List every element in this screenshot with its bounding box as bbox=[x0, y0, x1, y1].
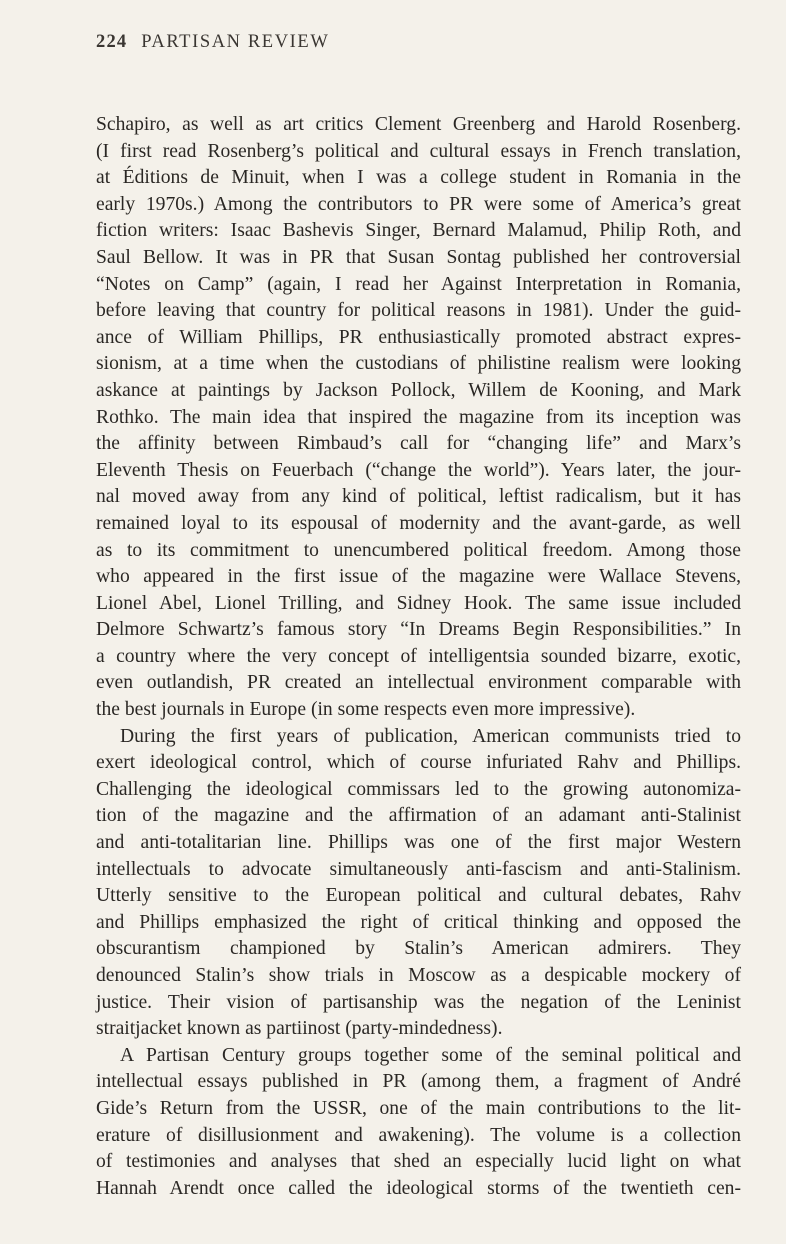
text-line: at Éditions de Minuit, when I was a college student in Romania in the bbox=[96, 167, 741, 189]
text-line: intellectual essays published in PR (among them, a fragment of André bbox=[96, 1071, 741, 1093]
text-line: During the first years of publication, American communists tried to bbox=[120, 725, 741, 747]
text-line: sionism, at a time when the custodians of philistine realism were looking bbox=[96, 353, 741, 375]
text-line: intellectuals to advocate simultaneously anti-fascism and anti-Stalinism. bbox=[96, 858, 741, 880]
journal-title: PARTISAN REVIEW bbox=[141, 32, 330, 52]
text-line: Rothko. The main idea that inspired the magazine from its inception was bbox=[96, 406, 741, 428]
text-line: and anti-totalitarian line. Phillips was one of the first major Western bbox=[96, 832, 741, 854]
text-line: remained loyal to its espousal of modernity and the avant-garde, as well bbox=[96, 512, 741, 534]
text-line: Eleventh Thesis on Feuerbach (“change the world”). Years later, the jour- bbox=[96, 459, 741, 481]
text-line: early 1970s.) Among the contributors to PR were some of America’s great bbox=[96, 193, 741, 215]
text-line: (I first read Rosenberg’s political and cultural essays in French translation, bbox=[96, 140, 741, 162]
text-line: a country where the very concept of intelligentsia sounded bizarre, exotic, bbox=[96, 645, 741, 667]
text-line: Saul Bellow. It was in PR that Susan Sontag published her controversial bbox=[96, 246, 741, 268]
text-line: denounced Stalin’s show trials in Moscow as a despicable mockery of bbox=[96, 965, 741, 986]
page-number: 224 bbox=[96, 32, 128, 52]
text-line: straitjacket known as partiinost (party-mindedness). bbox=[96, 1018, 503, 1040]
text-line: A Partisan Century groups together some of the seminal political and bbox=[120, 1044, 741, 1066]
body-text bbox=[96, 112, 741, 1202]
text-line: before leaving that country for political reasons in 1981). Under the guid- bbox=[96, 300, 741, 322]
text-line: “Notes on Camp” (again, I read her Against Interpretation in Romania, bbox=[96, 273, 741, 295]
text-line: obscurantism championed by Stalin’s American admirers. They bbox=[96, 938, 741, 960]
text-line: justice. Their vision of partisanship was the negation of the Leninist bbox=[96, 991, 741, 1013]
running-head bbox=[96, 32, 329, 53]
text-line: the best journals in Europe (in some respects even more impressive). bbox=[96, 699, 636, 721]
text-line: Challenging the ideological commissars led to the growing autonomiza- bbox=[96, 778, 741, 800]
text-line: nal moved away from any kind of political, leftist radicalism, but it has bbox=[96, 486, 741, 508]
text-line: even outlandish, PR created an intellectual environment comparable with bbox=[96, 672, 741, 694]
text-line: Delmore Schwartz’s famous story “In Dreams Begin Responsibilities.” In bbox=[96, 619, 741, 641]
text-line: Gide’s Return from the USSR, one of the main contributions to the lit- bbox=[96, 1097, 741, 1119]
text-line: erature of disillusionment and awakening). The volume is a collection bbox=[96, 1124, 741, 1146]
text-line: Utterly sensitive to the European political and cultural debates, Rahv bbox=[96, 885, 741, 907]
text-line: Schapiro, as well as art critics Clement Greenberg and Harold Rosenberg. bbox=[96, 114, 741, 135]
text-line: the affinity between Rimbaud’s call for “changing life” and Marx’s bbox=[96, 433, 741, 455]
text-line: exert ideological control, which of course infuriated Rahv and Phillips. bbox=[96, 752, 741, 774]
text-line: Hannah Arendt once called the ideological storms of the twentieth cen- bbox=[96, 1177, 741, 1199]
text-line: who appeared in the first issue of the magazine were Wallace Stevens, bbox=[96, 566, 741, 588]
text-line: and Phillips emphasized the right of critical thinking and opposed the bbox=[96, 911, 741, 933]
text-line: askance at paintings by Jackson Pollock, Willem de Kooning, and Mark bbox=[96, 379, 741, 401]
text-line: tion of the magazine and the affirmation of an adamant anti-Stalinist bbox=[96, 805, 741, 827]
text-line: as to its commitment to unencumbered political freedom. Among those bbox=[96, 539, 741, 561]
text-line: of testimonies and analyses that shed an especially lucid light on what bbox=[96, 1151, 741, 1173]
text-line: ance of William Phillips, PR enthusiastically promoted abstract expres- bbox=[96, 326, 741, 348]
text-line: fiction writers: Isaac Bashevis Singer, Bernard Malamud, Philip Roth, and bbox=[96, 220, 741, 242]
text-line: Lionel Abel, Lionel Trilling, and Sidney Hook. The same issue included bbox=[96, 592, 741, 614]
